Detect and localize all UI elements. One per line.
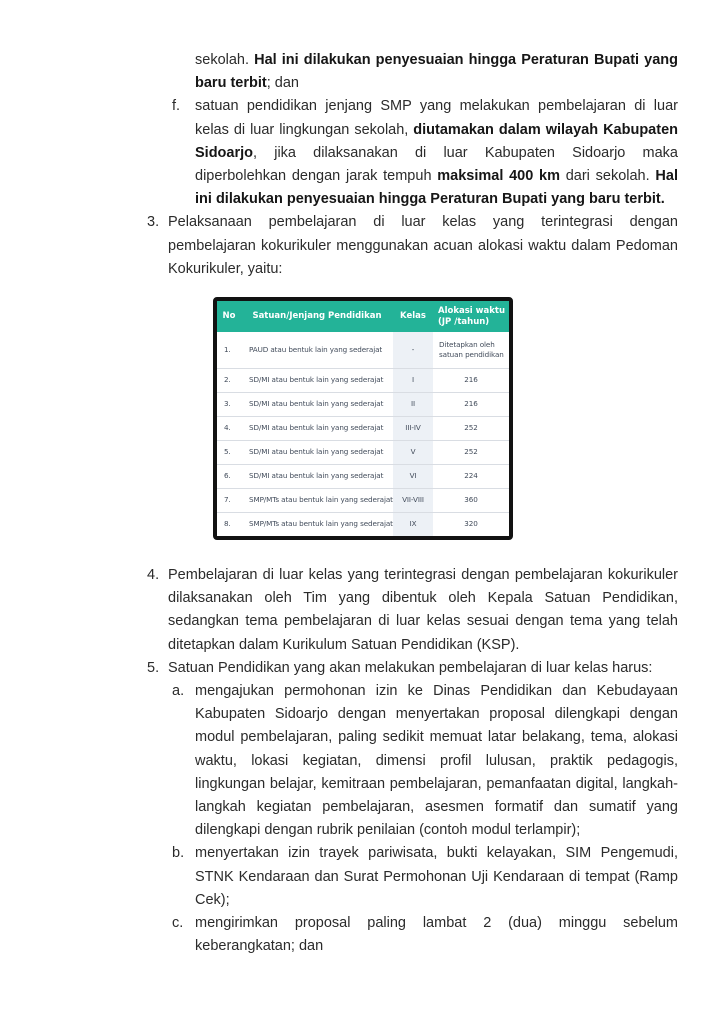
cell-satuan: SD/MI atau bentuk lain yang sederajat: [241, 416, 393, 440]
cell-kelas: VII-VIII: [393, 488, 433, 512]
cell-satuan: SD/MI atau bentuk lain yang sederajat: [241, 464, 393, 488]
item-text: Pembelajaran di luar kelas yang terintegrasi dengan pembelajaran kokurikuler dilaksanakan oleh Tim yang dibentuk oleh Kepala Satuan Pendidikan, sedangkan tema pembelajaran di luar kelas sesuai dengan tema yang telah ditetapkan dalam Kurikulum Satuan Pendidikan (KSP).: [168, 567, 678, 653]
cell-satuan: SMP/MTs atau bentuk lain yang sederajat: [241, 488, 393, 512]
cell-no: 6.: [217, 464, 241, 488]
table-row: [217, 368, 509, 392]
item-text: menyertakan izin trayek pariwisata, bukti kelayakan, SIM Pengemudi, STNK Kendaraan dan Surat Permohonan Uji Kendaraan di tempat (Ramp Cek);: [195, 845, 678, 908]
list-item-a: [172, 680, 678, 842]
cell-kelas: III-IV: [393, 416, 433, 440]
list-item-4: [147, 564, 678, 657]
table-row: [217, 488, 509, 512]
list-item-c: [172, 912, 678, 958]
item-marker: a.: [172, 683, 185, 700]
col-header-no: No: [217, 301, 241, 332]
col-header-alokasi-line2: (JP /tahun): [438, 316, 490, 327]
item-text: sekolah. Hal ini dilakukan penyesuaian hingga Peraturan Bupati yang baru terbit; dan: [195, 52, 678, 92]
col-header-kelas: Kelas: [393, 301, 433, 332]
cell-kelas: V: [393, 440, 433, 464]
item-marker: b.: [172, 845, 185, 862]
item-marker: f.: [172, 98, 181, 115]
cell-no: 3.: [217, 392, 241, 416]
cell-alokasi: 252: [433, 440, 509, 464]
item-marker: c.: [172, 915, 184, 932]
schedule-table: [217, 301, 509, 536]
cell-satuan: PAUD atau bentuk lain yang sederajat: [249, 344, 383, 354]
list-item-5: [147, 657, 678, 680]
list-item-f: [172, 95, 678, 211]
table-header-row: [217, 301, 509, 332]
item-marker: 4.: [147, 567, 160, 584]
cell-no: 2.: [217, 368, 241, 392]
cell-kelas: -: [393, 332, 433, 368]
col-header-alokasi: [433, 301, 509, 332]
item-marker: 3.: [147, 214, 160, 231]
table-row: [217, 464, 509, 488]
list-item-b: [172, 842, 678, 912]
cell-kelas: IX: [393, 512, 433, 536]
item-text: satuan pendidikan jenjang SMP yang melakukan pembelajaran di luar kelas di luar lingkungan sekolah, diutamakan dalam wilayah Kabupaten Sidoarjo, jika dilaksanakan di luar Kabupaten Sidoarjo maka diperbolehkan dengan jarak tempuh maksimal 400 km dari sekolah. Hal ini dilakukan penyesuaian hingga Peraturan Bupati yang baru terbit.: [195, 98, 678, 208]
cell-alokasi: 216: [433, 368, 509, 392]
item-text: Satuan Pendidikan yang akan melakukan pembelajaran di luar kelas harus:: [168, 659, 653, 676]
cell-alokasi: 224: [433, 464, 509, 488]
cell-no: 5.: [217, 440, 241, 464]
item-text: mengajukan permohonan izin ke Dinas Pendidikan dan Kebudayaan Kabupaten Sidoarjo dengan menyertakan proposal dilengkapi dengan modul pembelajaran, paling sedikit memuat latar belakang, tema, alokasi waktu, lokasi kegiatan, dimensi profil lulusan, praktik pedagogis, lingkungan belajar, kemitraan pembelajaran, pemanfaatan digital, langkah-langkah kegiatan pembelajaran, asesmen formatif dan sumatif yang dilengkapi dengan rubrik penilaian (contoh modul terlampir);: [195, 683, 678, 839]
cell-satuan: SD/MI atau bentuk lain yang sederajat: [241, 440, 393, 464]
table-row: [217, 332, 509, 368]
list-item-3: [147, 211, 678, 281]
cell-satuan: SD/MI atau bentuk lain yang sederajat: [241, 392, 393, 416]
cell-kelas: I: [393, 368, 433, 392]
table-body: [217, 332, 509, 536]
cell-satuan: SD/MI atau bentuk lain yang sederajat: [241, 368, 393, 392]
schedule-table-frame: [213, 297, 513, 540]
cell-no: 4.: [217, 416, 241, 440]
cell-no: 8.: [217, 512, 241, 536]
table-row: [217, 416, 509, 440]
cell-no: 7.: [217, 488, 241, 512]
table-row: [217, 392, 509, 416]
cell-alokasi: 216: [433, 392, 509, 416]
paragraph-continuation: [195, 49, 678, 95]
cell-alokasi: 320: [433, 512, 509, 536]
item-marker: 5.: [147, 659, 160, 676]
cell-alokasi: 252: [433, 416, 509, 440]
cell-alokasi: 360: [433, 488, 509, 512]
cell-alokasi: Ditetapkan oleh satuan pendidikan: [439, 340, 504, 359]
item-text: Pelaksanaan pembelajaran di luar kelas yang terintegrasi dengan pembelajaran kokurikuler menggunakan acuan alokasi waktu dalam Pedoman Kokurikuler, yaitu:: [168, 214, 678, 277]
table-row: [217, 440, 509, 464]
cell-satuan: SMP/MTs atau bentuk lain yang sederajat: [241, 512, 393, 536]
cell-kelas: II: [393, 392, 433, 416]
cell-kelas: VI: [393, 464, 433, 488]
cell-no: 1.: [224, 344, 231, 354]
item-text: mengirimkan proposal paling lambat 2 (dua) minggu sebelum keberangkatan; dan: [195, 915, 678, 955]
col-header-alokasi-line1: Alokasi waktu: [438, 305, 506, 316]
col-header-satuan: Satuan/Jenjang Pendidikan: [241, 301, 393, 332]
table-row: [217, 512, 509, 536]
